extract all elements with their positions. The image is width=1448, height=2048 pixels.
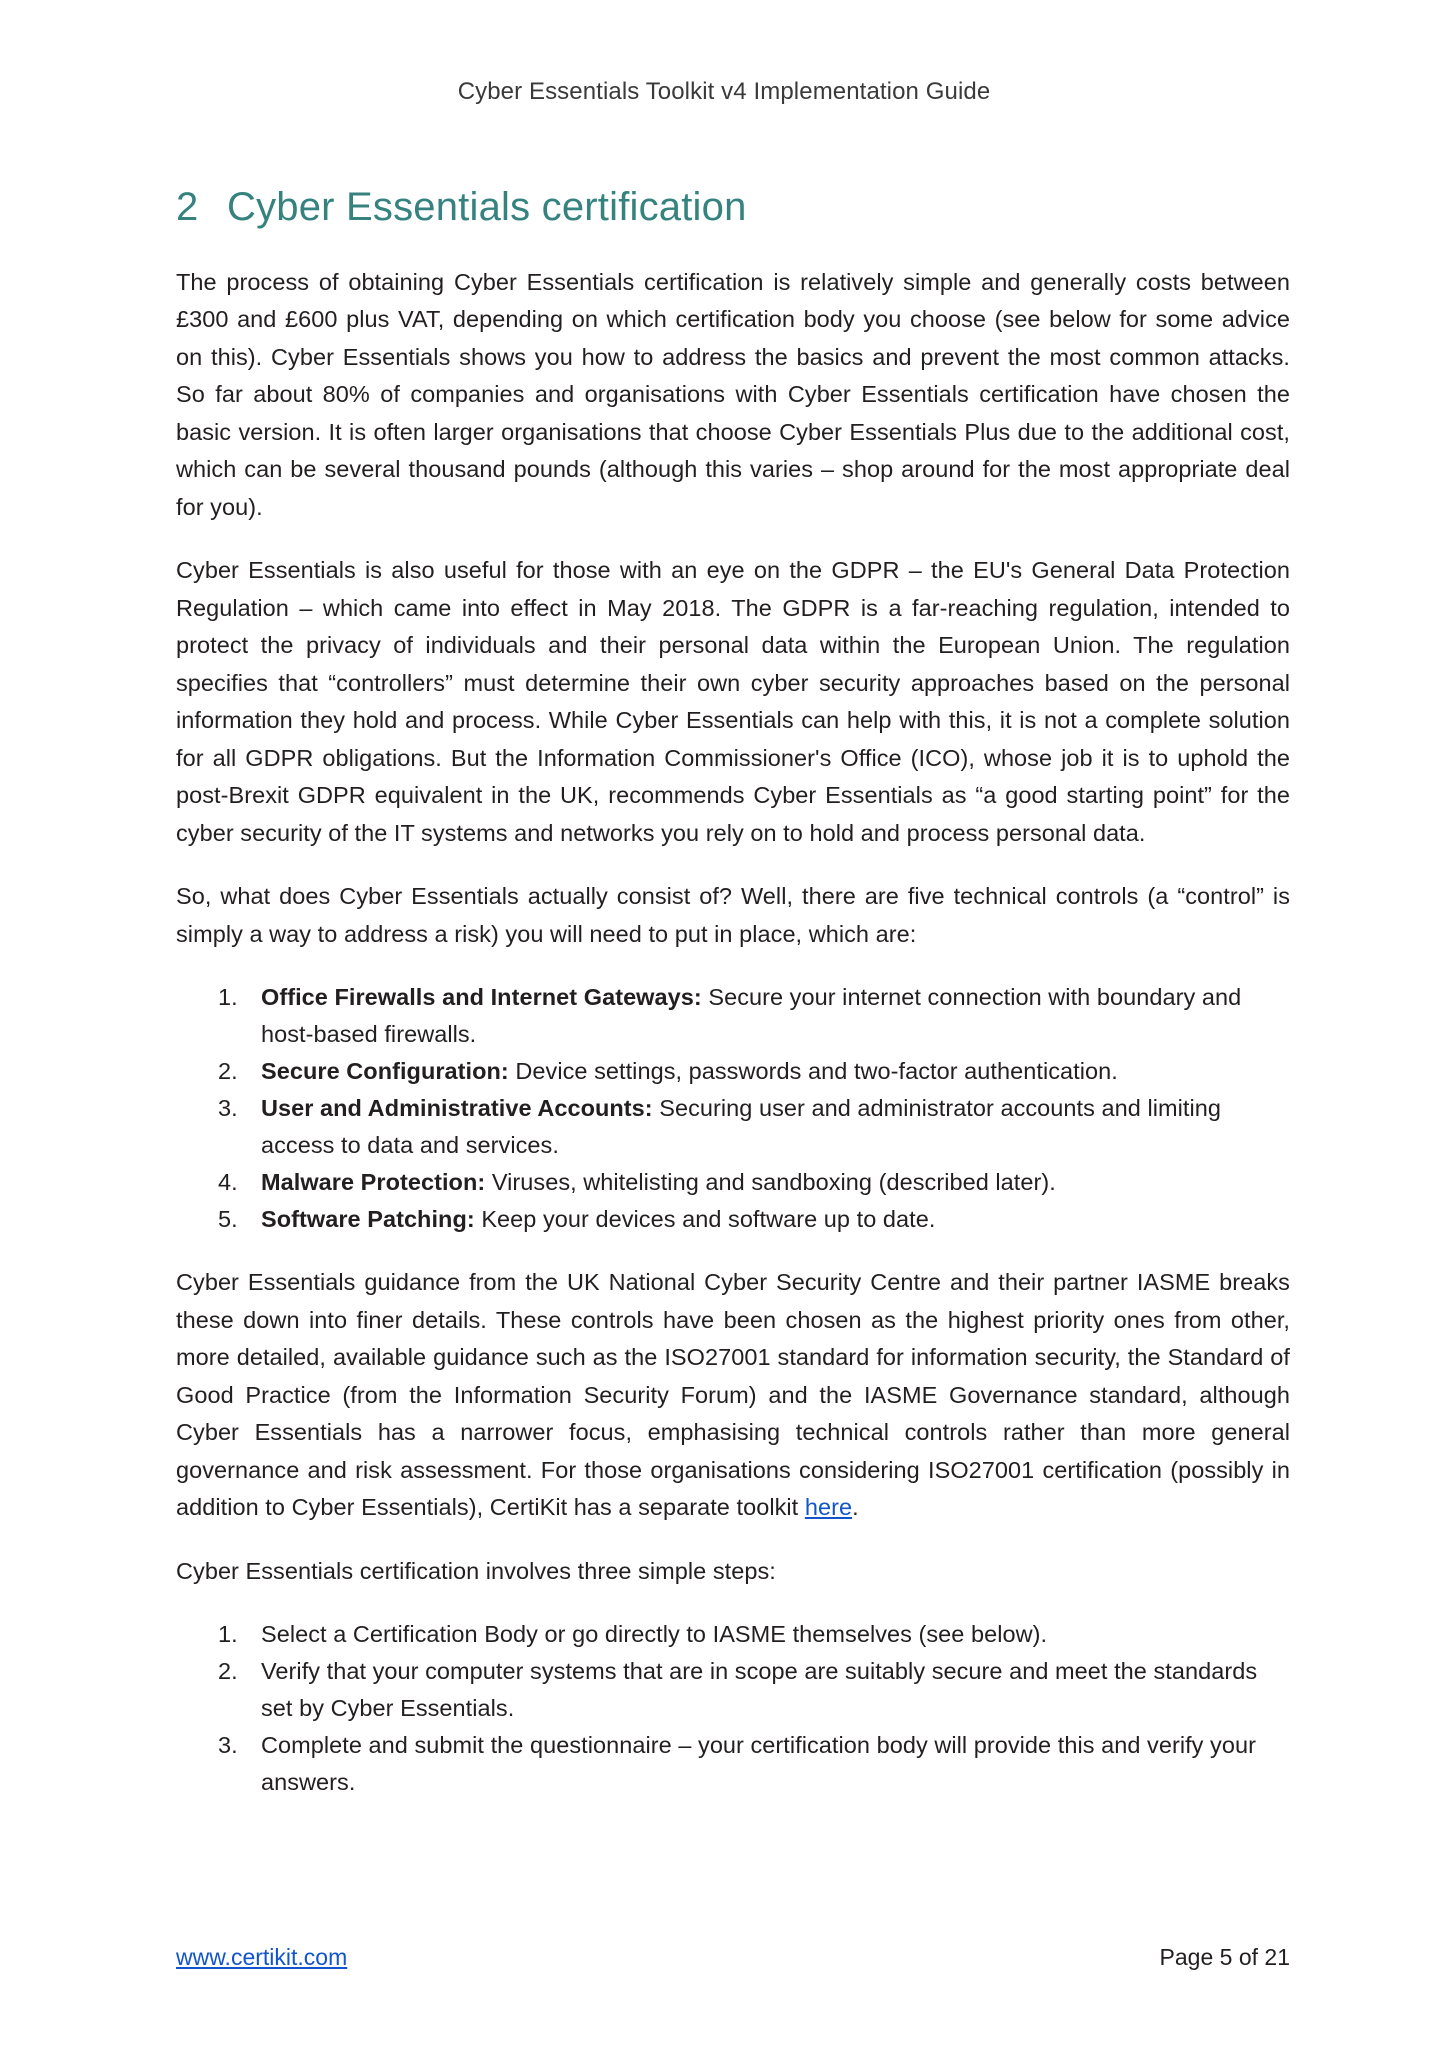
iso27001-toolkit-link[interactable]: here bbox=[804, 1494, 853, 1521]
document-content bbox=[176, 185, 1290, 1827]
control-description: Secure your internet connection with boundary and host-based firewalls. bbox=[261, 984, 1242, 1048]
list-item: Verify that your computer systems that are in scope are suitably secure and meet the standards set by Cyber Essentials. bbox=[261, 1658, 1258, 1722]
header-title: Cyber Essentials Toolkit v4 Implementation Guide bbox=[457, 78, 991, 105]
section-title-text: Cyber Essentials certification bbox=[227, 185, 747, 229]
control-term: Malware Protection: bbox=[261, 1169, 486, 1196]
control-description: Viruses, whitelisting and sandboxing (described later). bbox=[485, 1169, 1056, 1196]
control-term: Secure Configuration: bbox=[261, 1058, 509, 1085]
list-item bbox=[176, 1164, 1290, 1201]
paragraph-steps-intro: Cyber Essentials certification involves three simple steps: bbox=[176, 1557, 776, 1584]
section-number: 2 bbox=[176, 185, 199, 229]
certikit-website-link[interactable]: www.certikit.com bbox=[176, 1944, 348, 1970]
page-header bbox=[0, 78, 1448, 106]
control-description: Device settings, passwords and two-factor authentication. bbox=[508, 1058, 1118, 1085]
page-title bbox=[176, 185, 1290, 230]
control-description: Securing user and administrator accounts and limiting access to data and services. bbox=[261, 1095, 1221, 1159]
control-term: Office Firewalls and Internet Gateways: bbox=[261, 984, 702, 1011]
paragraph-intro: The process of obtaining Cyber Essentials certification is relatively simple and generally costs between £300 and £600 plus VAT, depending on which certification body you choose (see below for some advice on this). Cyber Essentials shows you how to address the basics and prevent the most common attacks. So far about 80% of companies and organisations with Cyber Essentials certification have chosen the basic version. It is often larger organisations that choose Cyber Essentials Plus due to the additional cost, which can be several thousand pounds (although this varies – shop around for the most appropriate deal for you). bbox=[176, 268, 1290, 520]
list-item: Complete and submit the questionnaire – your certification body will provide this and verify your answers. bbox=[261, 1732, 1256, 1796]
page-footer bbox=[176, 1944, 1290, 1971]
control-term: Software Patching: bbox=[261, 1206, 475, 1233]
list-item bbox=[176, 1090, 1290, 1164]
control-term: User and Administrative Accounts: bbox=[261, 1095, 653, 1122]
list-item bbox=[176, 1053, 1290, 1090]
paragraph-gdpr: Cyber Essentials is also useful for those with an eye on the GDPR – the EU's General Data Protection Regulation – which came into effect in May 2018. The GDPR is a far-reaching regulation, intended to protect the privacy of individuals and their personal data within the European Union. The regulation specifies that “controllers” must determine their own cyber security approaches based on the personal information they hold and process. While Cyber Essentials can help with this, it is not a complete solution for all GDPR obligations. But the Information Commissioner's Office (ICO), whose job it is to uphold the post-Brexit GDPR equivalent in the UK, recommends Cyber Essentials as “a good starting point” for the cyber security of the IT systems and networks you rely on to hold and process personal data. bbox=[176, 557, 1290, 846]
page-number: Page 5 of 21 bbox=[1159, 1944, 1290, 1970]
certification-steps-list bbox=[176, 1616, 1290, 1801]
guidance-text-after-link: . bbox=[852, 1494, 859, 1521]
technical-controls-list bbox=[176, 979, 1290, 1238]
paragraph-guidance bbox=[176, 1264, 1290, 1527]
list-item bbox=[176, 979, 1290, 1053]
guidance-text-before-link: Cyber Essentials guidance from the UK National Cyber Security Centre and their partner IASME breaks these down into finer details. These controls have been chosen as the highest priority ones from other, more detailed, available guidance such as the ISO27001 standard for information security, the Standard of Good Practice (from the Information Security Forum) and the IASME Governance standard, although Cyber Essentials has a narrower focus, emphasising technical controls rather than more general governance and risk assessment. For those organisations considering ISO27001 certification (possibly in addition to Cyber Essentials), CertiKit has a separate toolkit bbox=[176, 1269, 1290, 1521]
list-item bbox=[176, 1201, 1290, 1238]
control-description: Keep your devices and software up to date. bbox=[474, 1206, 936, 1233]
list-item: Select a Certification Body or go directly to IASME themselves (see below). bbox=[261, 1621, 1048, 1648]
paragraph-controls-intro: So, what does Cyber Essentials actually consist of? Well, there are five technical controls (a “control” is simply a way to address a risk) you will need to put in place, which are: bbox=[176, 883, 1290, 947]
